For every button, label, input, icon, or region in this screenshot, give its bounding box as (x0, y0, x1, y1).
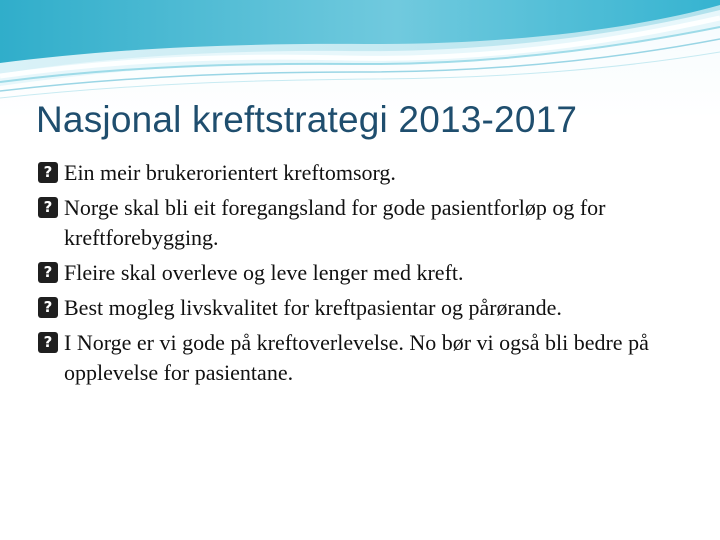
missing-glyph-bullet-icon: ? (38, 297, 58, 318)
missing-glyph-bullet-icon: ? (38, 162, 58, 183)
bullet-text: Ein meir brukerorientert kreftomsorg. (64, 160, 396, 185)
slide-title: Nasjonal kreftstrategi 2013-2017 (36, 99, 578, 140)
bullet-item (38, 328, 688, 388)
bullet-text: Best mogleg livskvalitet for kreftpasientar og pårørande. (64, 295, 562, 320)
bullet-text: Norge skal bli eit foregangsland for gode pasientforløp og for kreftforebygging. (64, 195, 606, 250)
bullet-item (38, 258, 688, 288)
bullet-item (38, 193, 688, 253)
bullet-text: I Norge er vi gode på kreftoverlevelse. No bør vi også bli bedre på opplevelse for pasientane. (64, 330, 649, 385)
missing-glyph-bullet-icon: ? (38, 197, 58, 218)
missing-glyph-bullet-icon: ? (38, 332, 58, 353)
bullet-item (38, 293, 688, 323)
bullet-list (38, 158, 688, 393)
missing-glyph-bullet-icon: ? (38, 262, 58, 283)
bullet-text: Fleire skal overleve og leve lenger med kreft. (64, 260, 464, 285)
bullet-item (38, 158, 688, 188)
